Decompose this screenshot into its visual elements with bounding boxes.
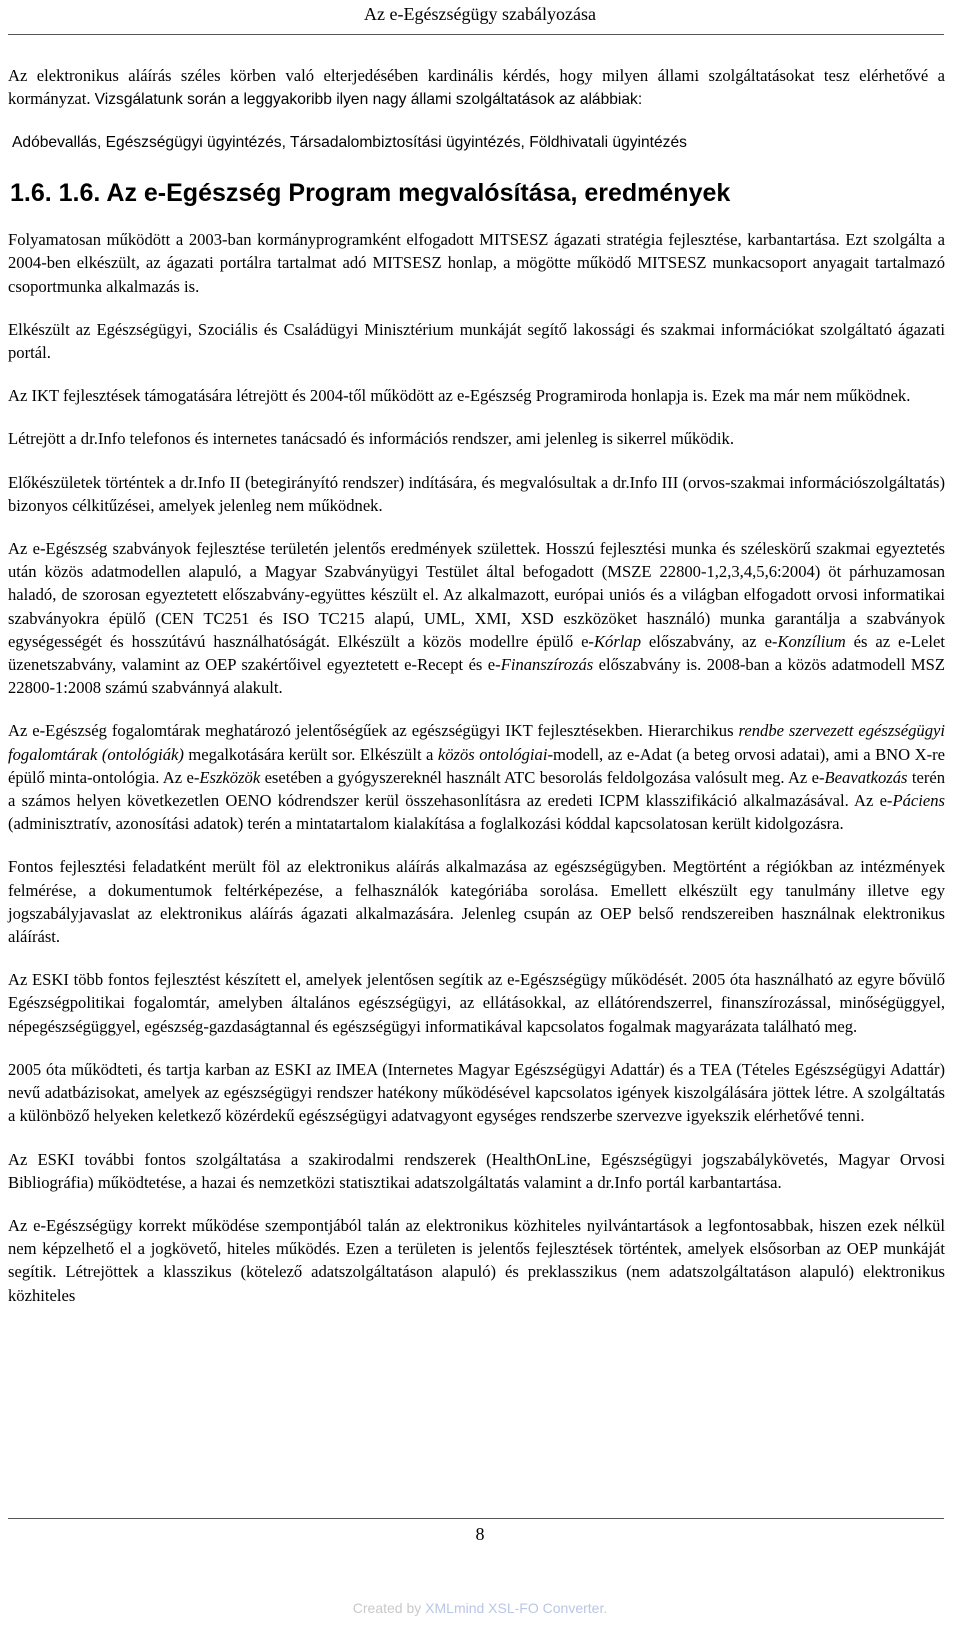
text: előszabvány, az e- [641, 631, 778, 651]
converter-credit [0, 1598, 960, 1618]
paragraph-drinfo-2: Előkészületek történtek a dr.Info II (betegirányító rendszer) indítására, és megvalósultak a dr.Info III (orvos-szakmai információszolgáltatás) bizonyos célkitűzései, amelyek jelenleg nem működnek. [8, 472, 945, 515]
page-number: 8 [475, 1524, 485, 1544]
text: (adminisztratív, azonosítási adatok) terén a mintatartalom kialakítása a foglalkozási kóddal kapcsolatosan került kidolgozásra. [8, 814, 844, 834]
paragraph-literature: Az ESKI további fontos szolgáltatása a szakirodalmi rendszerek (HealthOnLine, Egészségügyi jogszabálykövetés, Magyar Orvosi Bibliográfia) működtetése, a hazai és nemzetközi statisztikai adatszolgáltatás valamint a dr.Info portál karbantartása. [8, 1149, 945, 1192]
section-heading [10, 178, 945, 208]
italic-term: Páciens [892, 791, 945, 811]
intro-sentence-2: Vizsgálatunk során a leggyakoribb ilyen nagy állami szolgáltatások az alábbiak: [94, 91, 643, 109]
services-list: Adóbevallás, Egészségügyi ügyintézés, Társadalombiztosítási ügyintézés, Földhivatali ügyintézés [12, 134, 687, 152]
paragraph-portal: Elkészült az Egészségügyi, Szociális és Családügyi Minisztérium munkáját segítő lakossági és szakmai információkat szolgáltató ágazati portál. [8, 319, 945, 363]
text: terén a számos helyen következetlen OENO kódrendszer kerül összehasonlításra az eredeti ICPM klasszifikáció alkalmazásával. Az e- [8, 767, 946, 811]
text: és az e-Lelet üzenetszabvány, valamint az OEP szakértőivel egyeztetett e-Recept és e- [8, 631, 945, 675]
section-number: 1.6. 1.6. [10, 179, 101, 208]
text: esetében a gyógyszereknél használt ATC besorolás feldolgozása valósult meg. Az e- [260, 767, 825, 787]
section-title: Az e-Egészség Program megvalósítása, eredmények [106, 179, 731, 208]
italic-term: Konzílium [777, 631, 846, 651]
paragraph-eski: Az ESKI több fontos fejlesztést készített el, amelyek jelentősen segítik az e-Egészségügy működését. 2005 óta használható az egyre bővülő Egészségpolitikai fogalomtár, amelyben általános egészségügyi, az ellátásokkal, az ellátórendszerrel, finanszírozással, minőségüggyel, népegészségüggyel, egészség-gazdaságtannal és egészségügyi informatikával kapcsolatos fogalmak magyarázata található meg. [8, 970, 945, 1036]
text: előszabvány is. 2008-ban a közös adatmodell MSZ 22800-1:2008 számú szabvánnyá alakult. [8, 655, 945, 698]
italic-term: rendbe szervezett egészségügyi fogalomtárak (ontológiák) [8, 721, 945, 764]
italic-term: Finanszírozás [500, 655, 594, 675]
text: -modell, az e-Adat (a beteg orvosi adatai), ami a BNO X-re épülő minta-ontológia. Az e- [8, 744, 945, 787]
text: Az e-Egészség fogalomtárak meghatározó jelentőségűek az egészségügyi IKT fejlesztésekben. Hierarchikus [8, 721, 739, 741]
running-header: Az e-Egészségügy szabályozása [364, 4, 596, 24]
intro-paragraph [8, 64, 945, 111]
header-divider [8, 34, 944, 35]
text: Az e-Egészség szabványok fejlesztése területén jelentős eredmények születtek. Hosszú fejlesztési munka és széleskörű szakmai egyeztetés után közös adatmodellen alapuló, a Magyar Szabványügyi Testület által befogadott (MSZE 22800-1,2,3,4,5,6:2004) öt párhuzamosan haladó, de szorosan egyeztetett előszabvány-együttes készült el. Az alkalmazott, európai uniós és a világban elfogadott orvosi informatikai szabványokra épülő (CEN TC251 és ISO TC215 alapú, UML, XMI, XSD eszközöket használó) munka garantálja a szabványok egységességét és hosszútávú használhatóságát. Elkészült a közös modellre épülő e- [8, 539, 945, 651]
paragraph-registries: Az e-Egészségügy korrekt működése szempontjából talán az elektronikus közhiteles nyilvántartások a legfontosabbak, hiszen ezek nélkül nem képzelhető el a jogkövető, hiteles működés. Ezen a területen is jelentős fejlesztések történtek, amelyek elsősorban az OEP munkáját segítik. Létrejöttek a klasszikus (kötelező adatszolgáltatáson alapuló) és preklasszikus (nem adatszolgáltatáson alapuló) elektronikus közhiteles [8, 1215, 945, 1305]
italic-term: közös ontológiai [437, 744, 548, 764]
credit-suffix: . [603, 1600, 608, 1616]
intro-sentence-1: Az elektronikus aláírás széles körben való elterjedésében kardinális kérdés, hogy milyen állami szolgáltatásokat tesz elérhetővé a kormányzat. [8, 66, 945, 109]
page-body [8, 64, 945, 1327]
paragraph-ikt: Az IKT fejlesztések támogatására létrejött és 2004-től működött az e-Egészség Programiroda honlapja is. Ezek ma már nem működnek. [8, 386, 911, 406]
paragraph-standards [8, 537, 945, 699]
converter-link[interactable]: XMLmind XSL-FO Converter [425, 1600, 604, 1616]
paragraph-mitsesz: Folyamatosan működött a 2003-ban kormányprogramként elfogadott MITSESZ ágazati stratégia fejlesztése, karbantartása. Ezt szolgálta a 2004-ben elkészült, az ágazati portálra tartalmat adó MITSESZ honlap, a mögötte működő MITSESZ munkacsoport anyagait tartalmazó csoportmunka alkalmazás is. [8, 230, 945, 296]
italic-term: Beavatkozás [824, 767, 908, 787]
italic-term: Eszközök [199, 767, 261, 787]
paragraph-databases: 2005 óta működteti, és tartja karban az ESKI az IMEA (Internetes Magyar Egészségügyi Adattár) és a TEA (Tételes Egészségügyi Adattár) nevű adatbázisokat, amelyek az egészségügyi rendszer hatékony működésével kapcsolatos igények kiszolgálására jöttek létre. A szolgáltatás a különböző helyeken keletkező közérdekű egészségügyi adatvagyont egységes rendszerbe szervezve igyekszik elérhetővé tenni. [8, 1059, 945, 1126]
paragraph-ontologies [8, 719, 945, 835]
paragraph-esignature: Fontos fejlesztési feladatként merült föl az elektronikus aláírás alkalmazása az egészségügyben. Megtörtént a régiókban az intézmények felmérése, a dokumentumok feltérképezése, a felhasználók kategóriába sorolása. Emellett elkészült egy tanulmány illetve egy jogszabályjavaslat az elektronikus aláírás ágazati alkalmazására. Jelenleg csupán az OEP belső rendszereiben használnak elektronikus aláírást. [8, 857, 945, 947]
italic-term: Kórlap [593, 631, 641, 651]
credit-prefix: Created by [352, 1600, 426, 1616]
footer-divider [8, 1518, 944, 1519]
text: megalkotására került sor. Elkészült a [183, 744, 438, 764]
paragraph-drinfo: Létrejött a dr.Info telefonos és internetes tanácsadó és információs rendszer, ami jelenleg is sikerrel működik. [8, 429, 734, 449]
